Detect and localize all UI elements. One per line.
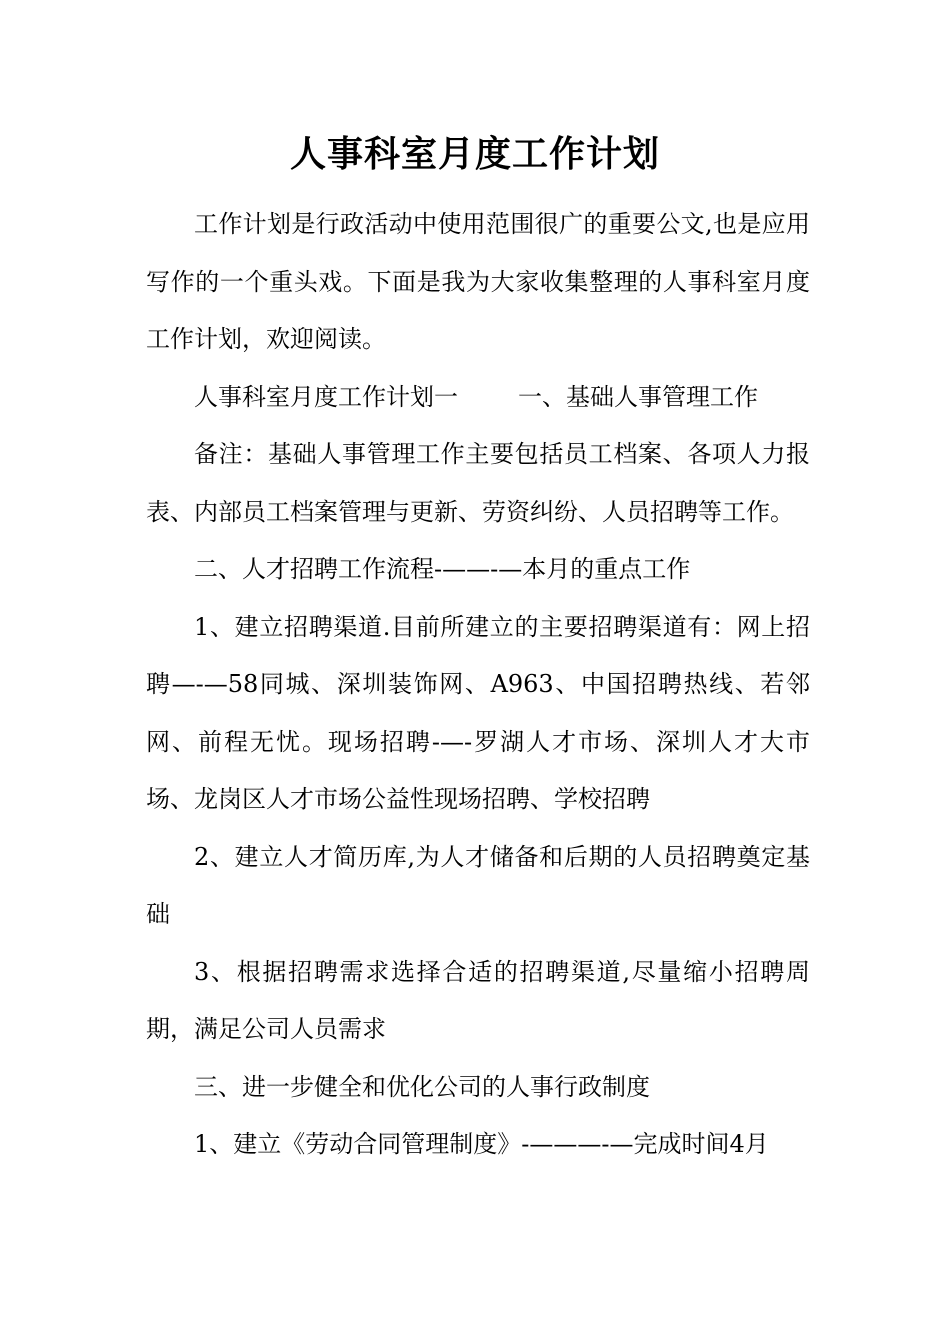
section-three-heading: 三、进一步健全和优化公司的人事行政制度 [194, 1072, 650, 1101]
section-one-heading: 一、基础人事管理工作 [518, 382, 758, 411]
plan-heading [146, 369, 810, 427]
plan-heading-title: 人事科室月度工作计划一 [194, 382, 458, 411]
note-paragraph: 备注：基础人事管理工作主要包括员工档案、各项人力报表、内部员工档案管理与更新、劳资纠纷、人员招聘等工作。 [146, 440, 810, 526]
intro-paragraph: 工作计划是行政活动中使用范围很广的重要公文,也是应用写作的一个重头戏。下面是我为大家收集整理的人事科室月度工作计划，欢迎阅读。 [146, 210, 810, 353]
list-item: 2、建立人才简历库,为人才储备和后期的人员招聘奠定基础 [146, 842, 810, 928]
list-item: 1、建立《劳动合同管理制度》-———-—完成时间4月 [194, 1130, 769, 1158]
list-item: 3、根据招聘需求选择合适的招聘渠道,尽量缩小招聘周期，满足公司人员需求 [146, 957, 810, 1043]
section-two-heading: 二、人才招聘工作流程-——-—本月的重点工作 [194, 555, 691, 583]
document-title: 人事科室月度工作计划 [289, 133, 660, 175]
document-body [146, 196, 810, 1174]
list-item: 1、建立招聘渠道.目前所建立的主要招聘渠道有：网上招聘—-—58同城、深圳装饰网、A963、中国招聘热线、若邻网、前程无忧。现场招聘-—-罗湖人才市场、深圳人才大市场、龙岗区人才市场公益性现场招聘、学校招聘 [146, 612, 810, 813]
